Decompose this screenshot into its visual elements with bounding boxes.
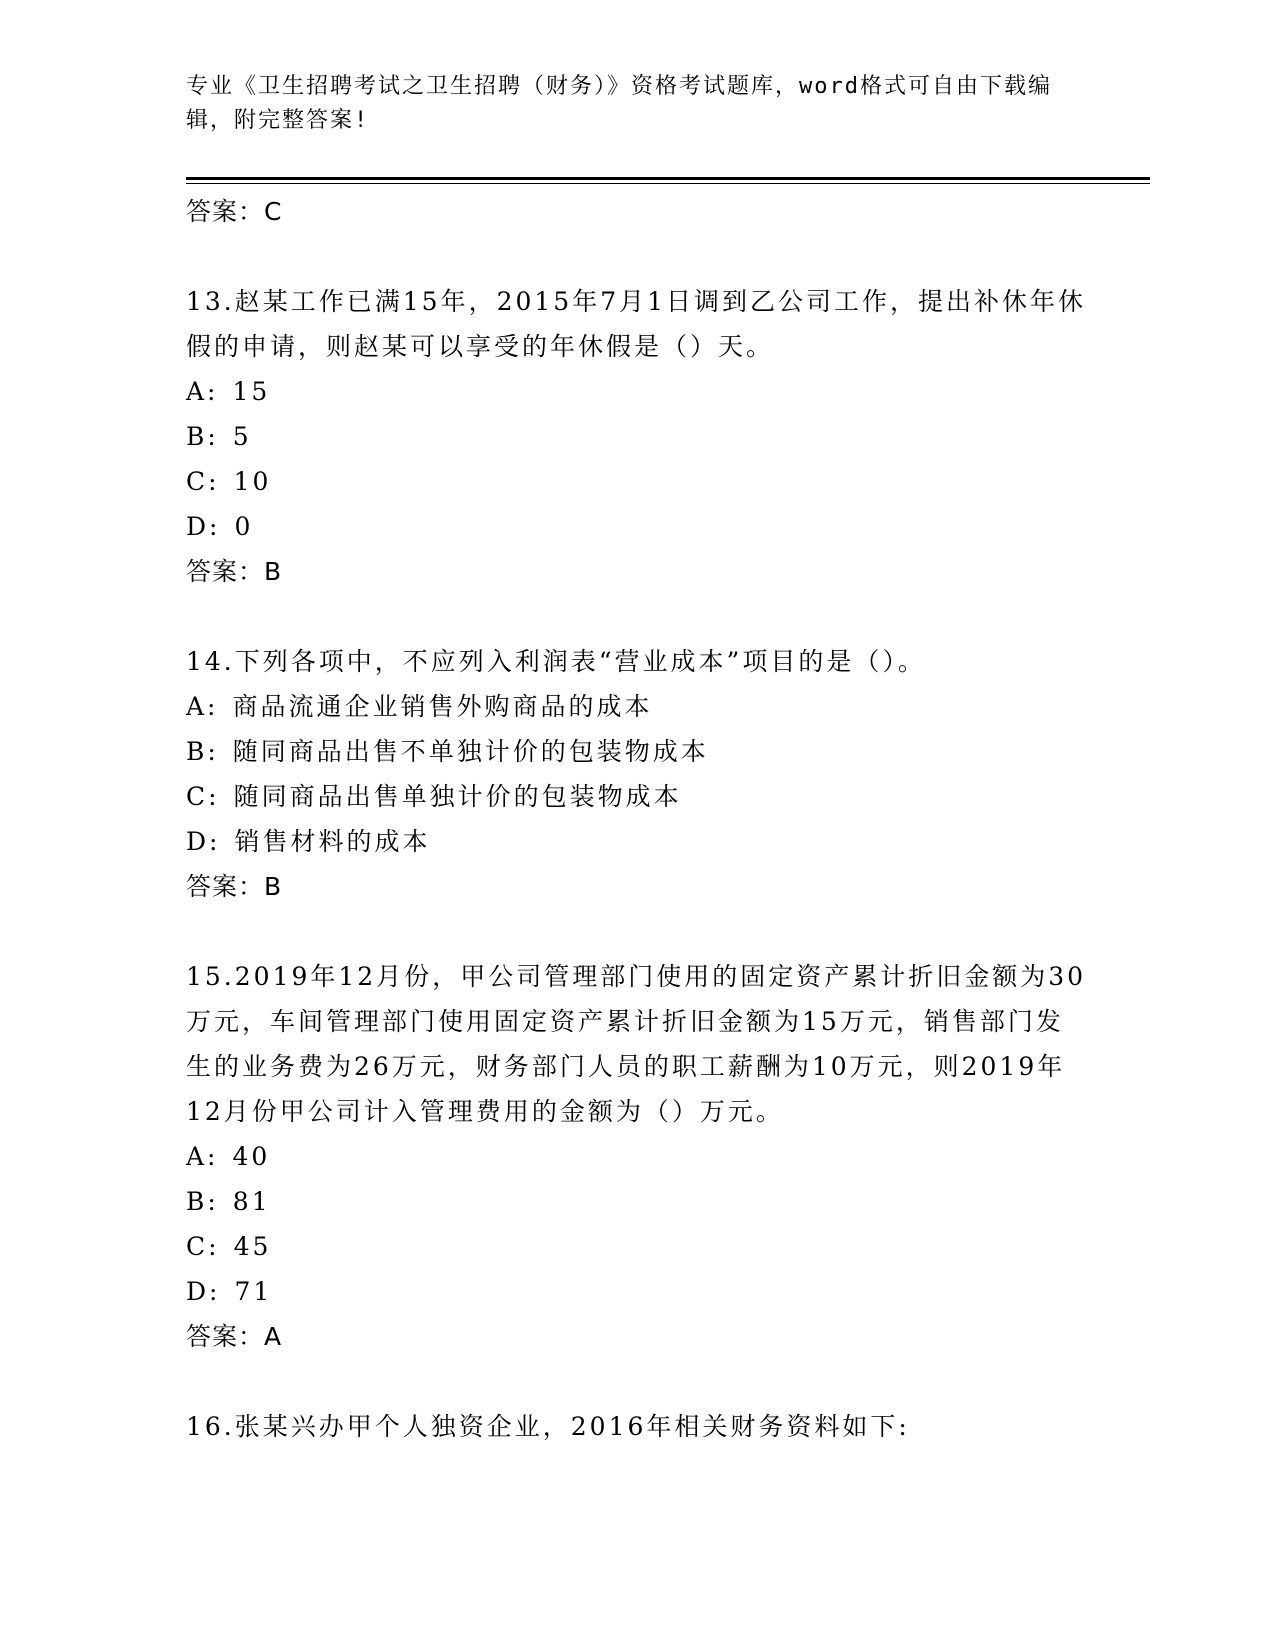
header-divider-thin <box>186 183 1150 184</box>
option-a <box>186 369 1086 414</box>
option-c <box>186 774 1086 819</box>
option-d <box>186 819 1086 864</box>
option-text: 销售材料的成本 <box>234 827 431 856</box>
question-16 <box>186 1404 1086 1449</box>
option-text: 40 <box>232 1142 271 1171</box>
option-letter: A: <box>186 377 219 406</box>
option-text: 随同商品出售单独计价的包装物成本 <box>233 782 682 811</box>
option-text: 商品流通企业销售外购商品的成本 <box>232 692 653 721</box>
option-letter: D: <box>186 1277 221 1306</box>
option-a <box>186 1134 1086 1179</box>
option-d <box>186 1269 1086 1314</box>
option-letter: A: <box>186 1142 219 1171</box>
page-header: 专业《卫生招聘考试之卫生招聘（财务）》资格考试题库，word格式可自由下载编辑，附完整答案! <box>186 74 1052 133</box>
option-letter: C: <box>186 1232 220 1261</box>
option-letter: B: <box>186 422 219 451</box>
header-divider-thick <box>186 177 1150 180</box>
answer-line: 答案：B <box>186 557 283 586</box>
option-letter: B: <box>186 737 219 766</box>
option-d <box>186 504 1086 549</box>
option-a <box>186 684 1086 729</box>
option-letter: C: <box>186 782 220 811</box>
option-letter: B: <box>186 1187 219 1216</box>
question-stem: 16.张某兴办甲个人独资企业，2016年相关财务资料如下: <box>186 1412 910 1441</box>
option-text: 10 <box>233 467 272 496</box>
option-c <box>186 459 1086 504</box>
option-b <box>186 1179 1086 1224</box>
option-letter: D: <box>186 827 221 856</box>
option-text: 随同商品出售不单独计价的包装物成本 <box>232 737 709 766</box>
answer-line: 答案：C <box>186 197 283 226</box>
answer-line: 答案：A <box>186 1322 283 1351</box>
option-letter: A: <box>186 692 219 721</box>
option-b <box>186 729 1086 774</box>
question-stem: 14.下列各项中，不应列入利润表“营业成本”项目的是（）。 <box>186 647 926 676</box>
option-letter: D: <box>186 512 221 541</box>
option-text: 45 <box>233 1232 272 1261</box>
answer-line: 答案：B <box>186 872 283 901</box>
option-text: 71 <box>234 1277 273 1306</box>
option-text: 15 <box>232 377 271 406</box>
option-text: 81 <box>232 1187 271 1216</box>
option-text: 0 <box>234 512 254 541</box>
question-stem: 13.赵某工作已满15年，2015年7月1日调到乙公司工作，提出补休年休假的申请，则赵某可以享受的年休假是（）天。 <box>186 287 1087 361</box>
option-b <box>186 414 1086 459</box>
option-letter: C: <box>186 467 220 496</box>
option-c <box>186 1224 1086 1269</box>
question-13 <box>186 279 1086 595</box>
question-14 <box>186 639 1086 910</box>
document-body <box>186 189 1086 1449</box>
question-stem: 15.2019年12月份，甲公司管理部门使用的固定资产累计折旧金额为30万元，车间管理部门使用固定资产累计折旧金额为15万元，销售部门发生的业务费为26万元，财务部门人员的职工薪酬为10万元，则2019年12月份甲公司计入管理费用的金额为（）万元。 <box>186 962 1087 1126</box>
option-text: 5 <box>232 422 252 451</box>
question-15 <box>186 954 1086 1360</box>
